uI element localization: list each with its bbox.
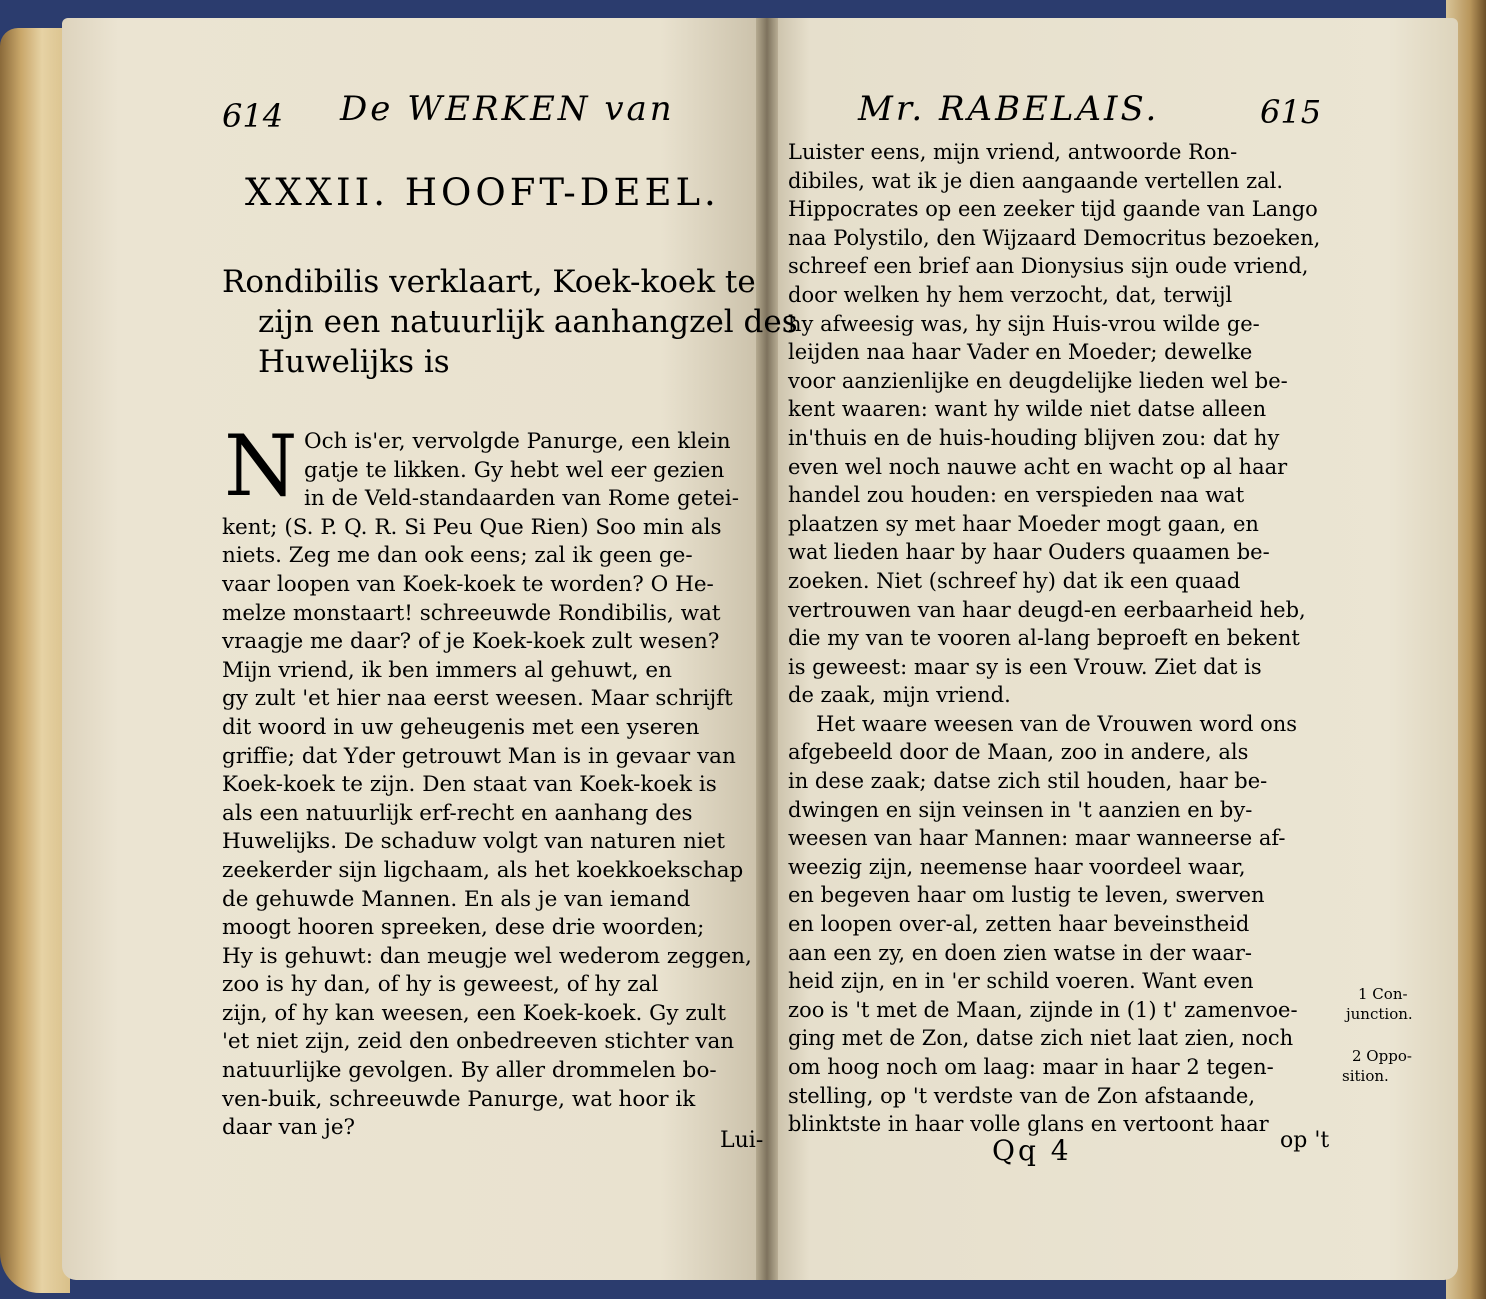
text-line: stelling, op 't verdste van de Zon afstaande,	[788, 1083, 1256, 1108]
text-line: griffie; dat Yder getrouwt Man is in gevaar van	[222, 743, 736, 769]
text-line: kent waaren: want hy wilde niet datse alleen	[788, 397, 1267, 422]
text-line: en loopen over-al, zetten haar beveinstheid	[788, 912, 1250, 937]
text-line: weesen van haar Mannen: maar wanneerse af-	[788, 826, 1286, 851]
text-line: en begeven haar om lustig te leven, swerven	[788, 883, 1265, 908]
text-line: kent; (S. P. Q. R. Si Peu Que Rien) Soo min als	[222, 514, 722, 540]
text-line: even wel noch nauwe acht en wacht op al haar	[788, 454, 1288, 479]
text-line: 'et niet zijn, zeid den onbedreeven stichter van	[222, 1029, 735, 1055]
text-line: die my van te vooren al-lang beproeft en bekent	[788, 626, 1300, 651]
text-line: dwingen en sijn veinsen in 't aanzien en by-	[788, 797, 1253, 822]
text-line: aan een zy, en doen zien watse in der waar-	[788, 940, 1252, 965]
text-line: zijn, of hy kan weesen, een Koek-koek. Gy zult	[222, 1000, 727, 1026]
text-line: Huwelijks. De schaduw volgt van naturen niet	[222, 829, 726, 855]
text-line: zeekerder sijn ligchaam, als het koekkoekschap	[222, 857, 744, 883]
text-line: zoeken. Niet (schreef hy) dat ik een quaad	[788, 568, 1241, 593]
book-gutter	[756, 18, 778, 1280]
text-line: dit woord in uw geheugenis met een yseren	[222, 714, 700, 740]
title-line-3: Huwelijks is	[258, 344, 450, 380]
text-line: Hy is gehuwt: dan meugje wel wederom zeggen,	[222, 943, 752, 969]
title-line-1: Rondibilis verklaart, Koek-koek te	[222, 264, 756, 300]
margin-note-1b: junction.	[1346, 1005, 1413, 1023]
text-line: als een natuurlijk erf-recht en aanhang des	[222, 800, 693, 826]
margin-note-2b: sition.	[1342, 1067, 1389, 1085]
margin-note-2a: 2 Oppo-	[1352, 1047, 1412, 1065]
text-line: Het waare weesen van de Vrouwen word ons	[816, 711, 1298, 736]
text-line: om hoog noch om laag: maar in haar 2 tegen-	[788, 1055, 1274, 1079]
text-line: dibiles, wat ik je dien aangaande vertellen zal.	[788, 168, 1284, 193]
right-catchword: op 't	[1280, 1128, 1330, 1153]
chapter-title	[222, 262, 798, 382]
left-catchword: Lui-	[720, 1128, 764, 1153]
book-fore-edge-left	[0, 28, 70, 1293]
text-line: in de Veld-standaarden van Rome getei-	[304, 486, 739, 512]
text-line: handel zou houden: en verspieden naa wat	[788, 483, 1245, 508]
chapter-heading: XXXII. HOOFT-DEEL.	[245, 171, 720, 214]
text-line: Luister eens, mijn vriend, antwoorde Ron-	[788, 140, 1238, 164]
right-running-head: Mr. RABELAIS.	[858, 89, 1160, 129]
signature-mark: Qq 4	[992, 1134, 1072, 1167]
text-line: daar van je?	[222, 1115, 356, 1141]
text-line: weezig zijn, neemense haar voordeel waar,	[788, 854, 1246, 879]
text-line: blinktste in haar volle glans en vertoont haar	[788, 1112, 1269, 1137]
text-line: Koek-koek te zijn. Den staat van Koek-koek is	[222, 772, 717, 798]
text-line: in'thuis en de huis-houding blijven zou: dat hy	[788, 425, 1280, 450]
text-line: in dese zaak; datse zich stil houden, haar be-	[788, 769, 1268, 794]
text-line: melze monstaart! schreeuwde Rondibilis, wat	[222, 600, 721, 626]
text-line: vertrouwen van haar deugd-en eerbaarheid heb,	[788, 597, 1306, 622]
text-line: afgebeeld door de Maan, zoo in andere, als	[788, 740, 1249, 765]
text-line: hy afweesig was, hy sijn Huis-vrou wilde ge-	[788, 311, 1260, 336]
text-line: ging met de Zon, datse zich niet laat zien, noch	[788, 1026, 1294, 1051]
text-line: heid zijn, en in 'er schild voeren. Want even	[788, 969, 1254, 994]
margin-note-1a: 1 Con-	[1358, 985, 1408, 1003]
right-page-number: 615	[1260, 93, 1322, 131]
text-line: door welken hy hem verzocht, dat, terwijl	[788, 282, 1233, 307]
title-line-2: zijn een natuurlijk aanhangzel des	[258, 304, 798, 340]
text-line: de zaak, mijn vriend.	[788, 683, 1011, 708]
text-line: ven-buik, schreeuwde Panurge, wat hoor ik	[222, 1086, 696, 1112]
text-line: niets. Zeg me dan ook eens; zal ik geen ge-	[222, 543, 693, 569]
text-line: zoo is 't met de Maan, zijnde in (1) t' zamenvoe-	[788, 997, 1298, 1022]
drop-cap: N	[224, 417, 298, 515]
text-line: leijden naa haar Vader en Moeder; dewelke	[788, 340, 1253, 365]
text-line: naa Polystilo, den Wijzaard Democritus bezoeken,	[788, 225, 1321, 250]
text-line: schreef een brief aan Dionysius sijn oude vriend,	[788, 254, 1309, 279]
text-line: gatje te likken. Gy hebt wel eer gezien	[304, 457, 725, 483]
text-line: voor aanzienlijke en deugdelijke lieden wel be-	[788, 368, 1288, 393]
left-running-head: De WERKEN van	[340, 89, 675, 129]
text-line: natuurlijke gevolgen. By aller drommelen bo-	[222, 1058, 717, 1084]
text-line: wat lieden haar by haar Ouders quaamen be-	[788, 540, 1270, 565]
text-line: gy zult 'et hier naa eerst weesen. Maar schrijft	[222, 686, 733, 712]
text-line: Mijn vriend, ik ben immers al gehuwt, en	[222, 657, 672, 683]
text-line: Och is'er, vervolgde Panurge, een klein	[304, 429, 731, 454]
text-line: de gehuwde Mannen. En als je van iemand	[222, 886, 691, 912]
text-line: moogt hooren spreeken, dese drie woorden;	[222, 915, 705, 941]
text-line: zoo is hy dan, of hy is geweest, of hy zal	[222, 972, 659, 998]
text-line: is geweest: maar sy is een Vrouw. Ziet dat is	[788, 654, 1262, 679]
left-body-text	[222, 428, 758, 1143]
right-body-text	[788, 138, 1328, 1139]
text-line: Hippocrates op een zeeker tijd gaande van Lango	[788, 197, 1318, 222]
left-page-number: 614	[222, 97, 284, 135]
text-line: vraagje me daar? of je Koek-koek zult wesen?	[222, 629, 720, 655]
text-line: plaatzen sy met haar Moeder mogt gaan, en	[788, 511, 1259, 536]
text-line: vaar loopen van Koek-koek te worden? O He-	[222, 571, 714, 597]
